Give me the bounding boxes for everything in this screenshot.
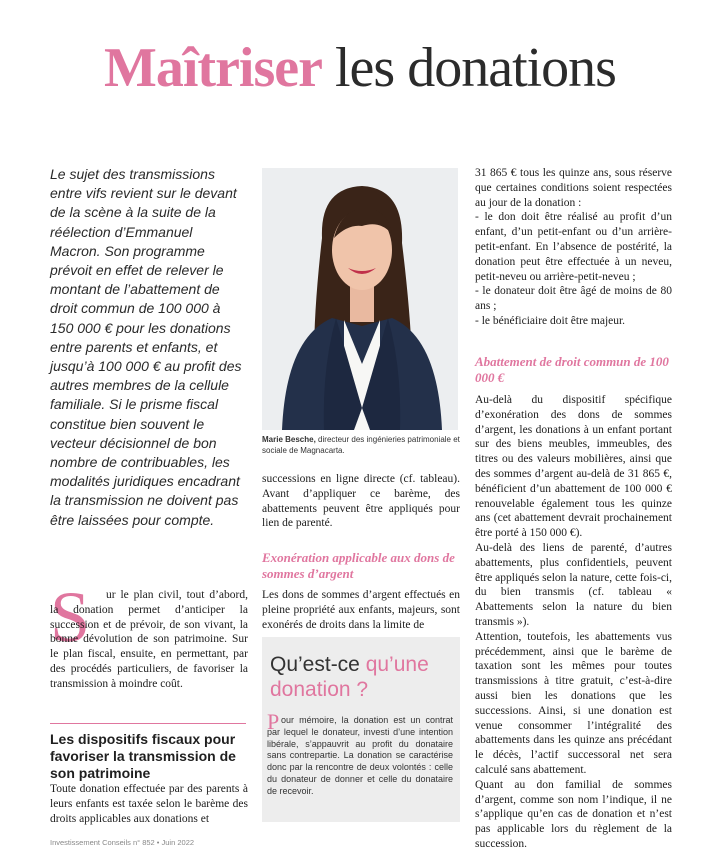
section-divider — [50, 723, 246, 724]
page-footer: Investissement Conseils n° 852 • Juin 2022 — [50, 838, 195, 847]
column3-bottom — [475, 393, 672, 852]
box-text: our mémoire, la donation est un contrat par lequel le donateur, investi d’une intention libérale, s’appauvrit au profit du donataire sans contrepartie. La donation se caractérise donc par la rencontre de deux volontés : celle du donateur de donner et celle du donataire de recevoir. — [267, 715, 453, 796]
article-title — [0, 36, 720, 100]
title-word-pink: Maîtriser — [104, 37, 322, 99]
lead-paragraph: Le sujet des transmissions entre vifs revient sur le devant de la scène à la suite de la réélection d’Emmanuel Macron. Son programme prévoit en effet de relever le montant de l’abattement de droit commun de 100 000 à 150 000 € pour les donations entre parents et enfants, et jusqu’à 100 000 € au profit des autres membres de la cellule familiale. Si le prisme fiscal constitue bien souvent le vecteur décisionnel de bon nombre de contribuables, les modalités juridiques encadrant la transmission ne doivent pas être laissées pour compte. — [50, 166, 242, 528]
portrait-illustration — [262, 168, 458, 430]
intro-dropcap: S — [50, 577, 91, 657]
box-title-a: Qu’est-ce — [270, 653, 366, 676]
condition-3: - le bénéficiaire doit être majeur. — [475, 314, 626, 327]
abattement-paragraph-4: Quant au don familial de sommes d’argent, comme son nom l’indique, il ne s’applique qu’en cas de donation et n’est pas applicable lors du règlement de la succession. — [475, 778, 672, 850]
condition-1: - le don doit être réalisé au profit d’un enfant, d’un petit-enfant ou d’un arrière-petit-enfant. En l’absence de postérité, la donation peut être effectuée à un neveu, petit-neveu ou arrière-petit-neveu ; — [475, 211, 672, 283]
column3-top — [475, 166, 672, 329]
box-dropcap: P — [267, 709, 280, 734]
caption-name: Marie Besche, — [262, 435, 316, 444]
intro-paragraph — [50, 588, 248, 692]
intro-text: ur le plan civil, tout d’abord, la donation permet d’anticiper la succession et de prévoir, de son vivant, la bonne dévolution de son patrimoine. Sur le plan fiscal, ensuite, en permettant, par des procédés particuliers, de favoriser la transmission à moindre coût. — [50, 589, 248, 690]
portrait-photo — [262, 168, 458, 430]
middle-paragraph: successions en ligne directe (cf. tableau). Avant d’appliquer ce barème, des abattements peuvent être appliqués pour lien de parenté. — [262, 473, 460, 530]
heading-exoneration: Exonération applicable aux dons de sommes d’argent — [262, 550, 455, 581]
conditions-intro: 31 865 € tous les quinze ans, sous réserve que certaines conditions soient respectées au jour de la donation : — [475, 167, 672, 209]
abattement-paragraph-2: Au-delà des liens de parenté, d’autres abattements, plus confidentiels, peuvent être appliqués selon la nature, cette fois-ci, du bien transmis (cf. tableau « Abattements selon la nature du bien transmis »). — [475, 541, 672, 628]
abattement-paragraph-1: Au-delà du dispositif spécifique d’exonération des dons de sommes d’argent, les donations à un enfant portant sur des biens meubles, immeubles, des titres ou des valeurs mobilières, ainsi que des sommes d’argent au-delà de 31 865 €, bénéficient d’un abattement de 100 000 € renouvelable également tous les quinze ans (cet abattement devrait prochainement être porté à 150 000 €). — [475, 394, 672, 540]
box-title-b: qu’une donation ? — [270, 653, 429, 701]
photo-caption — [262, 434, 460, 456]
box-title — [270, 652, 455, 702]
heading-abattement: Abattement de droit commun de 100 000 € — [475, 354, 669, 385]
abattement-paragraph-3: Attention, toutefois, les abattements vus précédemment, ainsi que le barème de taxation sont les mêmes pour toutes transmissions à titre gratuit, c’est-à-dire aussi bien les donations que les successions. Ainsi, si une donation est venue consommer l’intégralité des abattements dans les quinze ans précédant le décès, l’actif successoral net sera calculé sans abattement. — [475, 630, 672, 776]
title-word-dark: les donations — [335, 37, 616, 99]
dispositifs-paragraph: Toute donation effectuée par des parents à leurs enfants est taxée selon le barème des droits applicables aux donations et — [50, 783, 248, 825]
exoneration-paragraph: Les dons de sommes d’argent effectués en pleine propriété aux enfants, majeurs, sont exonérés de droits dans la limite de — [262, 589, 460, 631]
caption-role: directeur des ingénieries patrimoniale et sociale de Magnacarta. — [262, 435, 460, 455]
condition-2: - le donateur doit être âgé de moins de 80 ans ; — [475, 285, 672, 313]
heading-dispositifs: Les dispositifs fiscaux pour favoriser la transmission de son patrimoine — [50, 731, 236, 781]
box-paragraph — [267, 715, 453, 798]
